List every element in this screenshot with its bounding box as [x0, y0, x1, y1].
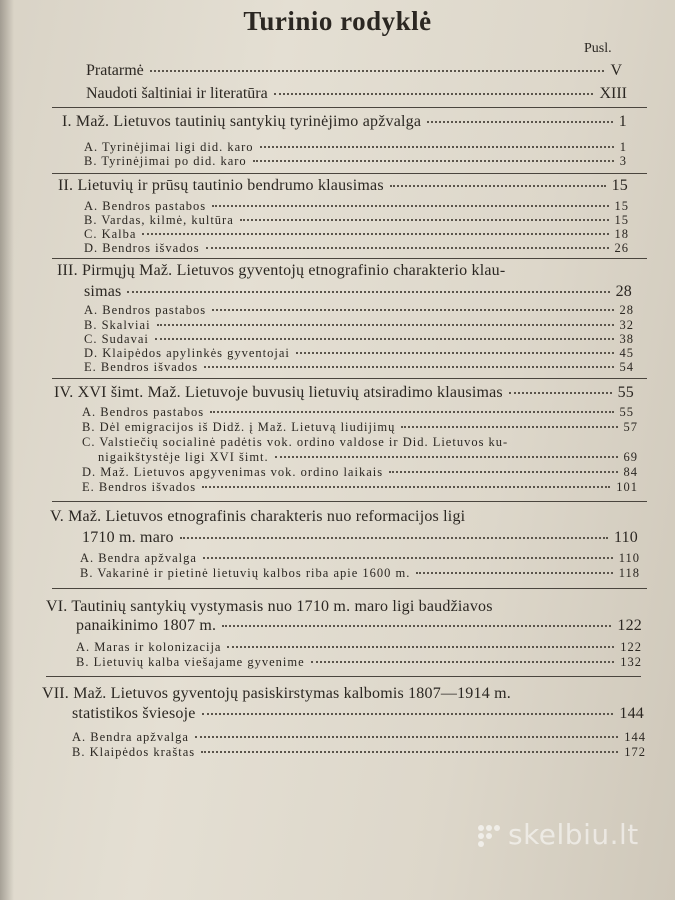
leader-dots: [240, 219, 609, 221]
subentry-page: 15: [614, 213, 629, 227]
leader-dots: [203, 557, 613, 559]
subentry-page: 1: [619, 140, 627, 154]
chapter-heading: [84, 283, 632, 301]
section-divider: [52, 378, 647, 379]
toc-entry: [86, 85, 627, 103]
subentry-label: A. Bendra apžvalga: [72, 730, 189, 744]
toc-subentry: [76, 640, 642, 655]
subentry-page: 18: [614, 227, 629, 241]
subentry-label: A. Bendra apžvalga: [80, 551, 197, 565]
toc-subentry: [72, 745, 646, 760]
subentry-label: C. Kalba: [84, 227, 137, 241]
leader-dots: [142, 233, 608, 235]
subentry-page: 32: [619, 318, 634, 332]
subentry-label: B. Dėl emigracijos iš Didž. į Maž. Lietuvą liudijimų: [82, 420, 396, 434]
leader-dots: [274, 93, 594, 95]
leader-dots: [195, 736, 618, 738]
chapter-heading: [76, 617, 642, 635]
leader-dots: [202, 486, 610, 488]
section-divider: [52, 501, 647, 502]
subentry-page: 110: [618, 551, 640, 565]
chapter-title: VI. Tautinių santykių vystymasis nuo 1710 m. maro ligi baudžiavos: [46, 598, 493, 615]
section-divider: [52, 173, 647, 174]
subentry-label: C. Valstiečių socialinė padėtis vok. ordino valdose ir Did. Lietuvos ku-: [82, 435, 509, 449]
toc-subentry: [98, 450, 638, 465]
chapter-title-cont: panaikinimo 1807 m.: [76, 617, 217, 634]
toc-subentry: [84, 140, 627, 155]
leader-dots: [401, 426, 617, 428]
toc-subentry: [84, 360, 634, 375]
subentry-page: 69: [623, 450, 638, 464]
leader-dots: [222, 625, 611, 627]
toc-entry-page: V: [610, 62, 622, 79]
leader-dots: [204, 366, 613, 368]
subentry-page: 45: [619, 346, 634, 360]
chapter-title-cont: 1710 m. maro: [82, 529, 174, 546]
leader-dots: [275, 456, 618, 458]
subentry-page: 26: [614, 241, 629, 255]
leader-dots: [390, 185, 606, 187]
subentry-label: E. Bendros išvados: [82, 480, 197, 494]
toc-subentry: [84, 227, 629, 242]
toc-subentry: [84, 154, 627, 169]
chapter-page: 55: [617, 384, 634, 401]
subentry-page: 54: [619, 360, 634, 374]
chapter-heading: [62, 113, 627, 131]
subentry-page: 84: [623, 465, 638, 479]
chapter-page: 144: [619, 705, 644, 722]
chapter-page: 122: [617, 617, 642, 634]
section-divider: [52, 107, 647, 108]
subentry-page: 101: [616, 480, 638, 494]
leader-dots: [127, 291, 609, 293]
chapter-page: 28: [615, 283, 632, 300]
leader-dots: [212, 309, 613, 311]
page-fold-shadow: [0, 0, 14, 900]
subentry-label: A. Tyrinėjimai ligi did. karo: [84, 140, 254, 154]
toc-subentry: [82, 480, 638, 495]
leader-dots: [416, 572, 612, 574]
leader-dots: [201, 751, 618, 753]
toc-subentry: [84, 318, 634, 333]
subentry-label: B. Vakarinė ir pietinė lietuvių kalbos riba apie 1600 m.: [80, 566, 411, 580]
toc-entry: [86, 62, 622, 80]
leader-dots: [260, 146, 614, 148]
subentry-label: E. Bendros išvados: [84, 360, 199, 374]
subentry-label: A. Maras ir kolonizacija: [76, 640, 222, 654]
chapter-title: III. Pirmųjų Maž. Lietuvos gyventojų etnografinio charakterio klau-: [57, 262, 506, 279]
leader-dots: [157, 324, 614, 326]
subentry-label: B. Lietuvių kalba viešajame gyvenime: [76, 655, 305, 669]
chapter-title: V. Maž. Lietuvos etnografinis charakteris nuo reformacijos ligi: [50, 508, 466, 525]
toc-subentry: [80, 566, 640, 581]
leader-dots: [180, 537, 608, 539]
leader-dots: [206, 247, 609, 249]
chapter-title: I. Maž. Lietuvos tautinių santykių tyrinėjimo apžvalga: [62, 113, 422, 130]
leader-dots: [150, 70, 605, 72]
subentry-page: 55: [619, 405, 634, 419]
subentry-page: 144: [624, 730, 646, 744]
watermark: skelbiu.lt: [508, 818, 639, 851]
chapter-heading: [54, 384, 634, 402]
toc-subentry: [84, 346, 634, 361]
section-divider: [52, 258, 647, 259]
subentry-page: 132: [620, 655, 642, 669]
toc-subentry: [72, 730, 646, 745]
subentry-page: 15: [614, 199, 629, 213]
toc-subentry: [82, 465, 638, 480]
toc-subentry: [76, 655, 642, 670]
subentry-page: 38: [619, 332, 634, 346]
chapter-heading: [58, 177, 628, 195]
subentry-label: B. Skalviai: [84, 318, 151, 332]
subentry-page: 172: [624, 745, 646, 759]
toc-subentry: [82, 405, 634, 420]
subentry-label: D. Bendros išvados: [84, 241, 200, 255]
subentry-label-cont: nigaikštystėje ligi XVI šimt.: [98, 450, 269, 464]
chapter-page: 1: [618, 113, 627, 130]
chapter-title: II. Lietuvių ir prūsų tautinio bendrumo klausimas: [58, 177, 384, 194]
leader-dots: [427, 121, 613, 123]
chapter-heading: [72, 705, 644, 723]
section-divider: [46, 676, 641, 677]
toc-subentry: [84, 241, 629, 256]
subentry-label: B. Tyrinėjimai po did. karo: [84, 154, 247, 168]
toc-subentry: [84, 332, 634, 347]
leader-dots: [202, 713, 614, 715]
leader-dots: [389, 471, 617, 473]
subentry-label: A. Bendros pastabos: [84, 199, 207, 213]
subentry-page: 57: [623, 420, 638, 434]
subentry-label: B. Klaipėdos kraštas: [72, 745, 196, 759]
leader-dots: [253, 160, 614, 162]
page-column-header: Pusl.: [584, 41, 612, 56]
subentry-label: B. Vardas, kilmė, kultūra: [84, 213, 234, 227]
subentry-label: D. Maž. Lietuvos apgyvenimas vok. ordino laikais: [82, 465, 384, 479]
toc-subentry: [84, 213, 629, 228]
leader-dots: [296, 352, 614, 354]
page-title: Turinio rodyklė: [243, 6, 432, 36]
subentry-page: 122: [620, 640, 642, 654]
chapter-page: 110: [613, 529, 638, 546]
toc-entry-label: Naudoti šaltiniai ir literatūra: [86, 85, 268, 102]
toc-subentry: [80, 551, 640, 566]
chapter-title: IV. XVI šimt. Maž. Lietuvoje buvusių lietuvių atsiradimo klausimas: [54, 384, 503, 401]
chapter-page: 15: [611, 177, 628, 194]
toc-subentry: [82, 420, 638, 435]
chapter-title-cont: statistikos šviesoje: [72, 705, 196, 722]
subentry-label: A. Bendros pastabos: [84, 303, 207, 317]
subentry-label: C. Sudavai: [84, 332, 149, 346]
chapter-title: VII. Maž. Lietuvos gyventojų pasiskirstymas kalbomis 1807—1914 m.: [42, 685, 511, 702]
leader-dots: [212, 205, 608, 207]
subentry-page: 28: [619, 303, 634, 317]
chapter-title-cont: simas: [84, 283, 122, 300]
leader-dots: [155, 338, 614, 340]
leader-dots: [210, 411, 613, 413]
section-divider: [52, 588, 647, 589]
subentry-page: 3: [619, 154, 627, 168]
toc-entry-page: XIII: [599, 85, 627, 102]
watermark-logo-icon: [476, 823, 502, 847]
toc-subentry: [84, 199, 629, 214]
leader-dots: [311, 661, 615, 663]
leader-dots: [509, 392, 612, 394]
toc-entry-label: Pratarmė: [86, 62, 144, 79]
subentry-label: A. Bendros pastabos: [82, 405, 205, 419]
subentry-page: 118: [618, 566, 640, 580]
chapter-heading: [82, 529, 638, 547]
subentry-label: D. Klaipėdos apylinkės gyventojai: [84, 346, 290, 360]
toc-subentry: [84, 303, 634, 318]
leader-dots: [227, 646, 614, 648]
